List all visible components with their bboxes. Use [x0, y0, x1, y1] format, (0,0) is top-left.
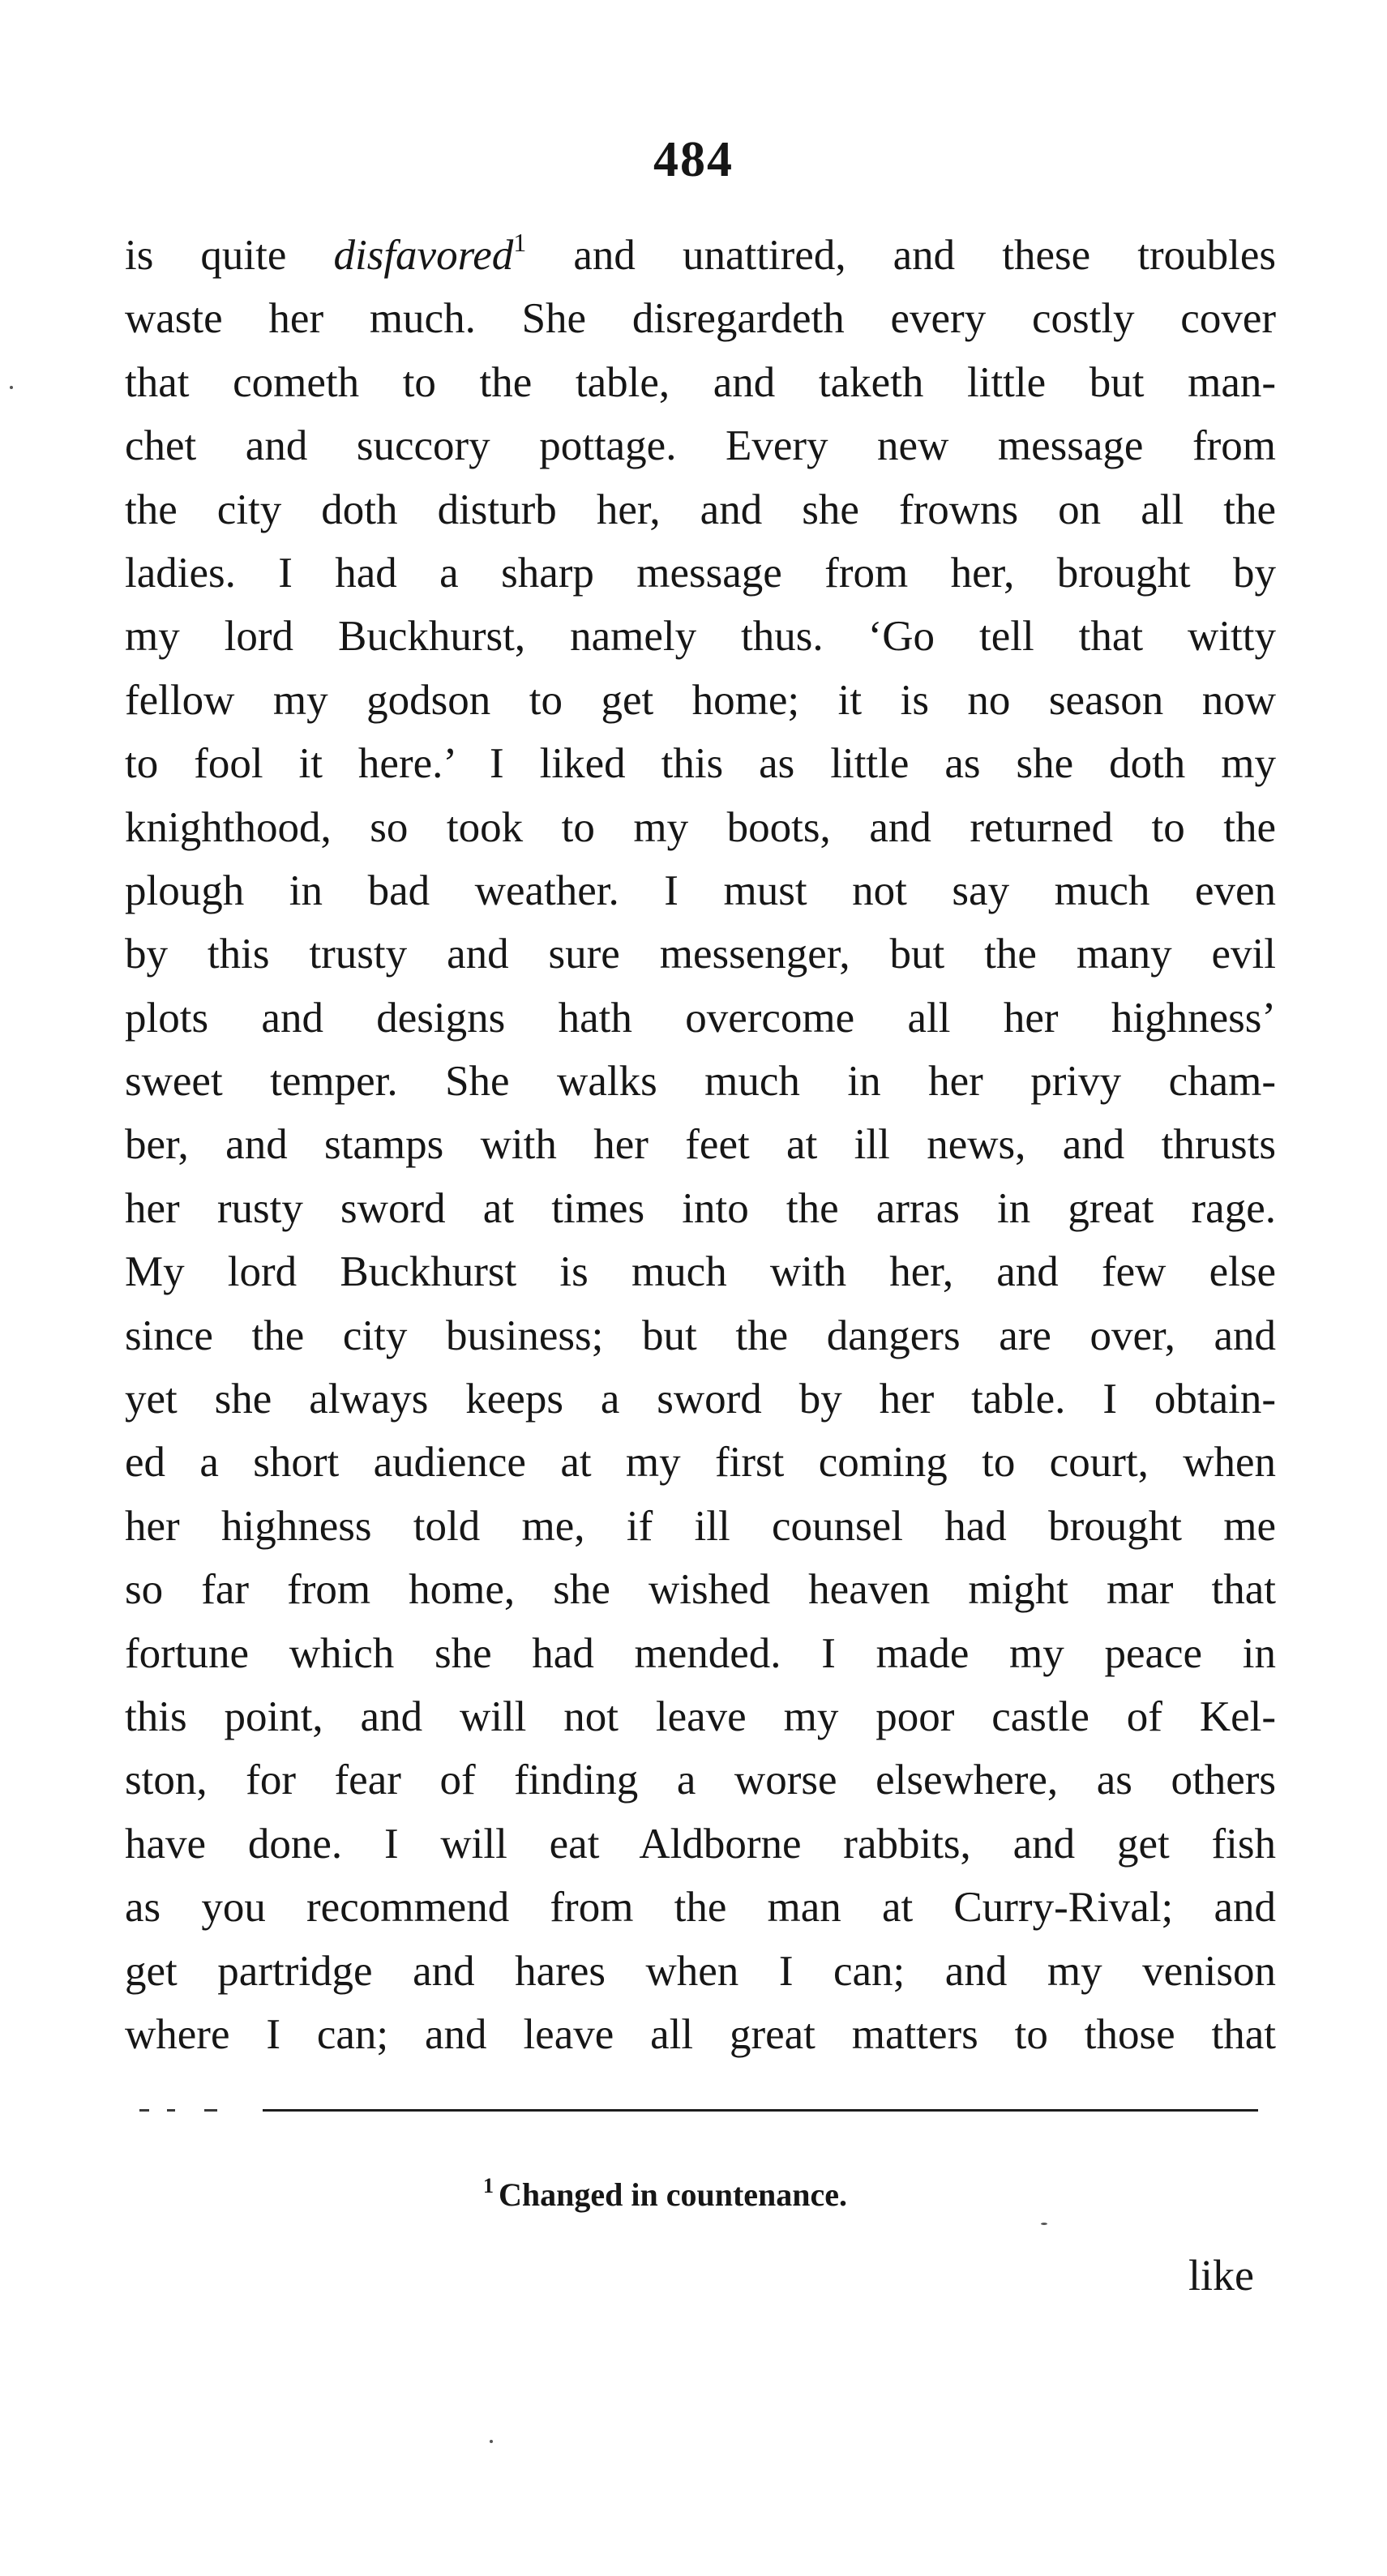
text-line: that cometh to the table, and taketh little but man- — [125, 358, 1276, 406]
text-line: ber, and stamps with her feet at ill news, and thrusts — [125, 1121, 1276, 1169]
text-line: by this trusty and sure messenger, but the many evil — [125, 931, 1276, 978]
print-speck — [490, 2440, 493, 2443]
footnote-rule-dash — [139, 2109, 149, 2112]
text-line: ladies. I had a sharp message from her, brought by — [125, 549, 1276, 597]
text-line: get partridge and hares when I can; and my venison — [125, 1947, 1276, 1995]
text-line: ed a short audience at my first coming to court, when — [125, 1439, 1276, 1487]
text-line: her rusty sword at times into the arras in great rage. — [125, 1184, 1276, 1232]
footnote — [483, 2176, 847, 2214]
text-line: knighthood, so took to my boots, and returned to the — [125, 803, 1276, 851]
text-line: waste her much. She disregardeth every costly cover — [125, 295, 1276, 343]
text-line: fellow my godson to get home; it is no season now — [125, 676, 1276, 724]
footnote-rule-dash — [167, 2109, 175, 2112]
text-line: this point, and will not leave my poor castle of Kel- — [125, 1692, 1276, 1740]
text-line: my lord Buckhurst, namely thus. ‘Go tell that witty — [125, 613, 1276, 661]
italic-word: disfavored — [333, 232, 514, 279]
text-line: chet and succory pottage. Every new message from — [125, 422, 1276, 470]
text-line: My lord Buckhurst is much with her, and few else — [125, 1248, 1276, 1296]
footnote-text: Changed in countenance. — [499, 2176, 848, 2213]
print-speck — [1041, 2223, 1047, 2225]
text-line: her highness told me, if ill counsel had brought me — [125, 1502, 1276, 1550]
text-line: so far from home, she wished heaven might mar that — [125, 1566, 1276, 1614]
text-line: to fool it here.’ I liked this as little as she doth my — [125, 740, 1276, 788]
footnote-rule-dash — [204, 2109, 217, 2112]
text-line: plough in bad weather. I must not say much even — [125, 867, 1276, 914]
print-speck — [10, 386, 13, 389]
text-line: the city doth disturb her, and she frowns on all the — [125, 486, 1276, 533]
text-line-end: and unattired, and these troubles — [526, 232, 1276, 279]
catchword: like — [1188, 2251, 1254, 2300]
page-number: 484 — [653, 132, 734, 187]
footnote-rule — [263, 2109, 1258, 2112]
text-line — [125, 224, 1276, 287]
text-line: where I can; and leave all great matters to those that — [125, 2010, 1276, 2058]
text-line: ston, for fear of finding a worse elsewhere, as others — [125, 1757, 1276, 1804]
footnote-reference: 1 — [513, 228, 527, 257]
text-line: yet she always keeps a sword by her table. I obtain- — [125, 1376, 1276, 1423]
body-text — [125, 224, 1276, 2066]
footnote-marker: 1 — [483, 2174, 494, 2197]
text-line: as you recommend from the man at Curry-Rival; and — [125, 1884, 1276, 1932]
text-line-start: is quite — [125, 232, 334, 279]
text-line: since the city business; but the dangers are over, and — [125, 1312, 1276, 1359]
text-line: plots and designs hath overcome all her highness’ — [125, 994, 1276, 1042]
text-line: sweet temper. She walks much in her privy cham- — [125, 1058, 1276, 1106]
text-line: have done. I will eat Aldborne rabbits, and get fish — [125, 1820, 1276, 1868]
text-line: fortune which she had mended. I made my peace in — [125, 1629, 1276, 1677]
